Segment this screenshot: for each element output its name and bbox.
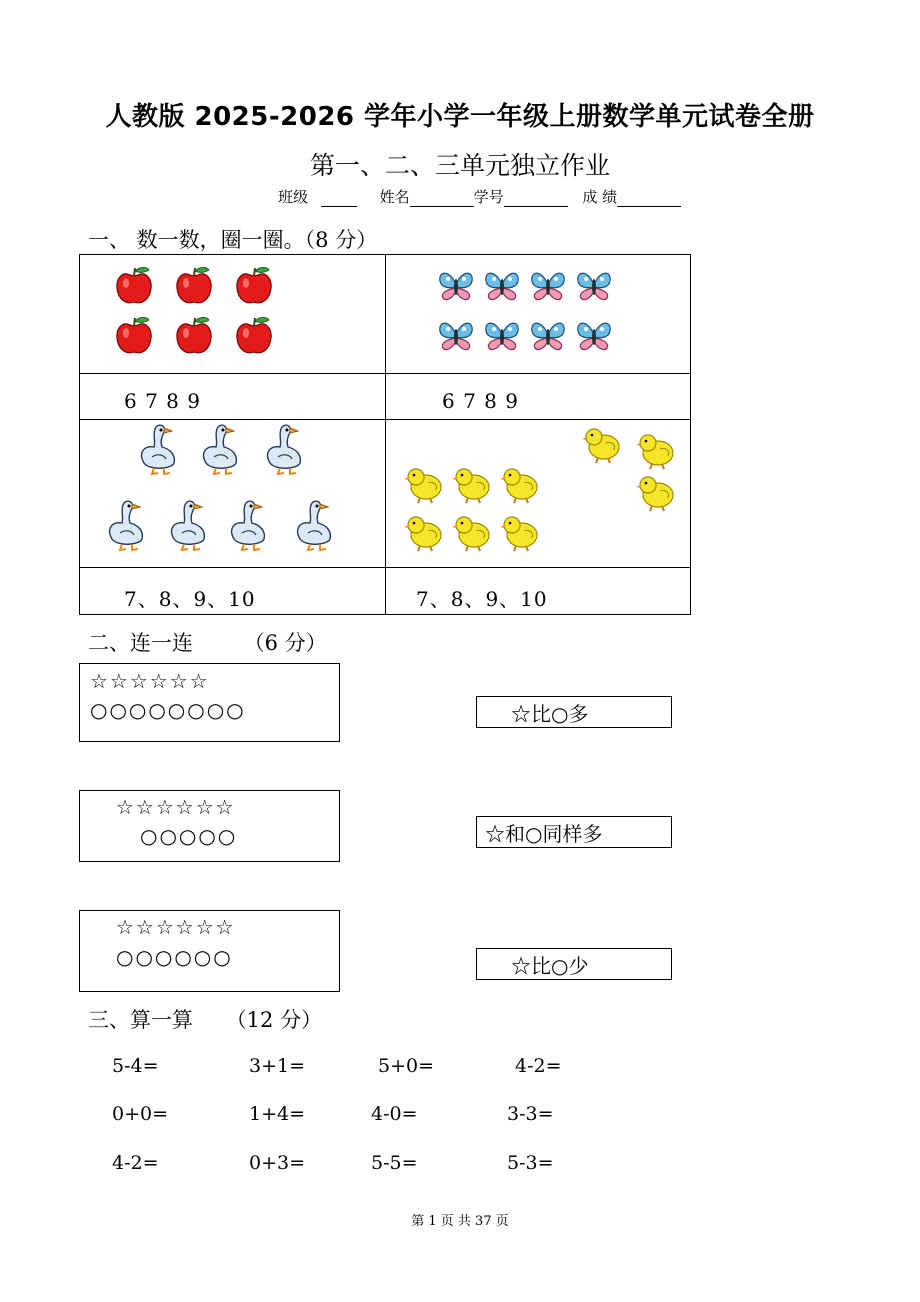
butterfly-icon — [578, 323, 610, 349]
equation[interactable]: 3+1= — [249, 1055, 306, 1077]
apples-picture — [116, 265, 316, 357]
goose-icon — [110, 501, 143, 550]
comparison-label[interactable]: ☆和○同样多 — [476, 816, 672, 848]
equation[interactable]: 0+0= — [112, 1103, 169, 1125]
count-choices[interactable]: 7、8、9、10 — [416, 587, 548, 611]
stars-row: ☆☆☆☆☆☆ — [116, 795, 236, 819]
chick-icon — [636, 435, 673, 469]
equation[interactable]: 0+3= — [249, 1152, 306, 1174]
comparison-label[interactable]: ☆比○少 — [476, 948, 672, 980]
matching-group[interactable] — [79, 790, 340, 862]
section3-score: （12 分） — [225, 1008, 323, 1032]
circles-row: ○○○○○○ — [116, 945, 233, 969]
goose-icon — [172, 501, 205, 550]
apple-icon — [237, 318, 271, 353]
chick-icon — [636, 477, 673, 511]
comparison-label[interactable]: ☆比○多 — [476, 696, 672, 728]
class-blank[interactable] — [321, 191, 357, 207]
equation[interactable]: 5-5= — [371, 1152, 418, 1174]
butterfly-icon — [440, 273, 472, 299]
page-footer: 第 1 页 共 37 页 — [411, 1214, 509, 1229]
chick-icon — [452, 469, 489, 503]
score-blank[interactable] — [617, 191, 681, 207]
count-choices[interactable]: 6 7 8 9 — [442, 389, 519, 413]
apple-icon — [177, 318, 211, 353]
goose-icon — [204, 425, 237, 474]
equation[interactable]: 5-3= — [507, 1152, 554, 1174]
goose-icon — [298, 501, 331, 550]
butterfly-icon — [440, 323, 472, 349]
circles-row: ○○○○○ — [140, 824, 238, 848]
butterfly-icon — [486, 273, 518, 299]
chick-icon — [404, 469, 441, 503]
apple-icon — [117, 318, 151, 353]
goose-icon — [268, 425, 301, 474]
chick-icon — [452, 517, 489, 551]
table-divider — [80, 373, 690, 374]
student-info-line — [278, 186, 681, 207]
butterflies-picture — [436, 265, 636, 357]
butterfly-icon — [532, 323, 564, 349]
score-label: 成 绩 — [582, 188, 618, 206]
matching-group[interactable] — [79, 910, 340, 992]
butterfly-icon — [578, 273, 610, 299]
chicks-picture — [398, 423, 688, 563]
section3-heading — [88, 1004, 322, 1034]
equation[interactable]: 5+0= — [378, 1055, 435, 1077]
document-title: 人教版 2025-2026 学年小学一年级上册数学单元试卷全册 — [105, 102, 815, 132]
geese-picture — [94, 423, 364, 563]
apple-icon — [177, 268, 211, 303]
table-divider — [80, 567, 690, 568]
count-choices[interactable]: 6 7 8 9 — [124, 389, 201, 413]
document-subtitle: 第一、二、三单元独立作业 — [309, 151, 610, 180]
circles-row: ○○○○○○○○ — [90, 698, 246, 722]
count-choices[interactable]: 7、8、9、10 — [124, 587, 256, 611]
id-label: 学号 — [473, 188, 504, 206]
chick-icon — [582, 429, 619, 463]
equation[interactable]: 5-4= — [112, 1055, 159, 1077]
section2-title: 二、连一连 — [88, 631, 193, 655]
apple-icon — [117, 268, 151, 303]
equation[interactable]: 4-2= — [112, 1152, 159, 1174]
equation[interactable]: 3-3= — [507, 1103, 554, 1125]
chick-icon — [500, 469, 537, 503]
section3-title: 三、算一算 — [88, 1008, 193, 1032]
table-divider — [80, 419, 690, 420]
goose-icon — [232, 501, 265, 550]
equation[interactable]: 4-2= — [515, 1055, 562, 1077]
chick-icon — [404, 517, 441, 551]
equation[interactable]: 1+4= — [249, 1103, 306, 1125]
butterfly-icon — [486, 323, 518, 349]
stars-row: ☆☆☆☆☆☆ — [116, 915, 236, 939]
section2-heading — [88, 627, 327, 657]
chick-icon — [500, 517, 537, 551]
counting-table — [79, 254, 691, 615]
section1-heading: 一、 数一数，圈一圈。（8 分） — [88, 228, 378, 252]
id-blank[interactable] — [504, 191, 568, 207]
equation[interactable]: 4-0= — [371, 1103, 418, 1125]
matching-group[interactable] — [79, 663, 340, 742]
apple-icon — [237, 268, 271, 303]
goose-icon — [142, 425, 175, 474]
butterfly-icon — [532, 273, 564, 299]
class-label: 班级 — [278, 188, 309, 206]
stars-row: ☆☆☆☆☆☆ — [90, 669, 210, 693]
name-blank[interactable] — [410, 191, 474, 207]
section2-score: （6 分） — [243, 631, 327, 655]
table-divider — [385, 255, 386, 614]
name-label: 姓名 — [379, 188, 410, 206]
